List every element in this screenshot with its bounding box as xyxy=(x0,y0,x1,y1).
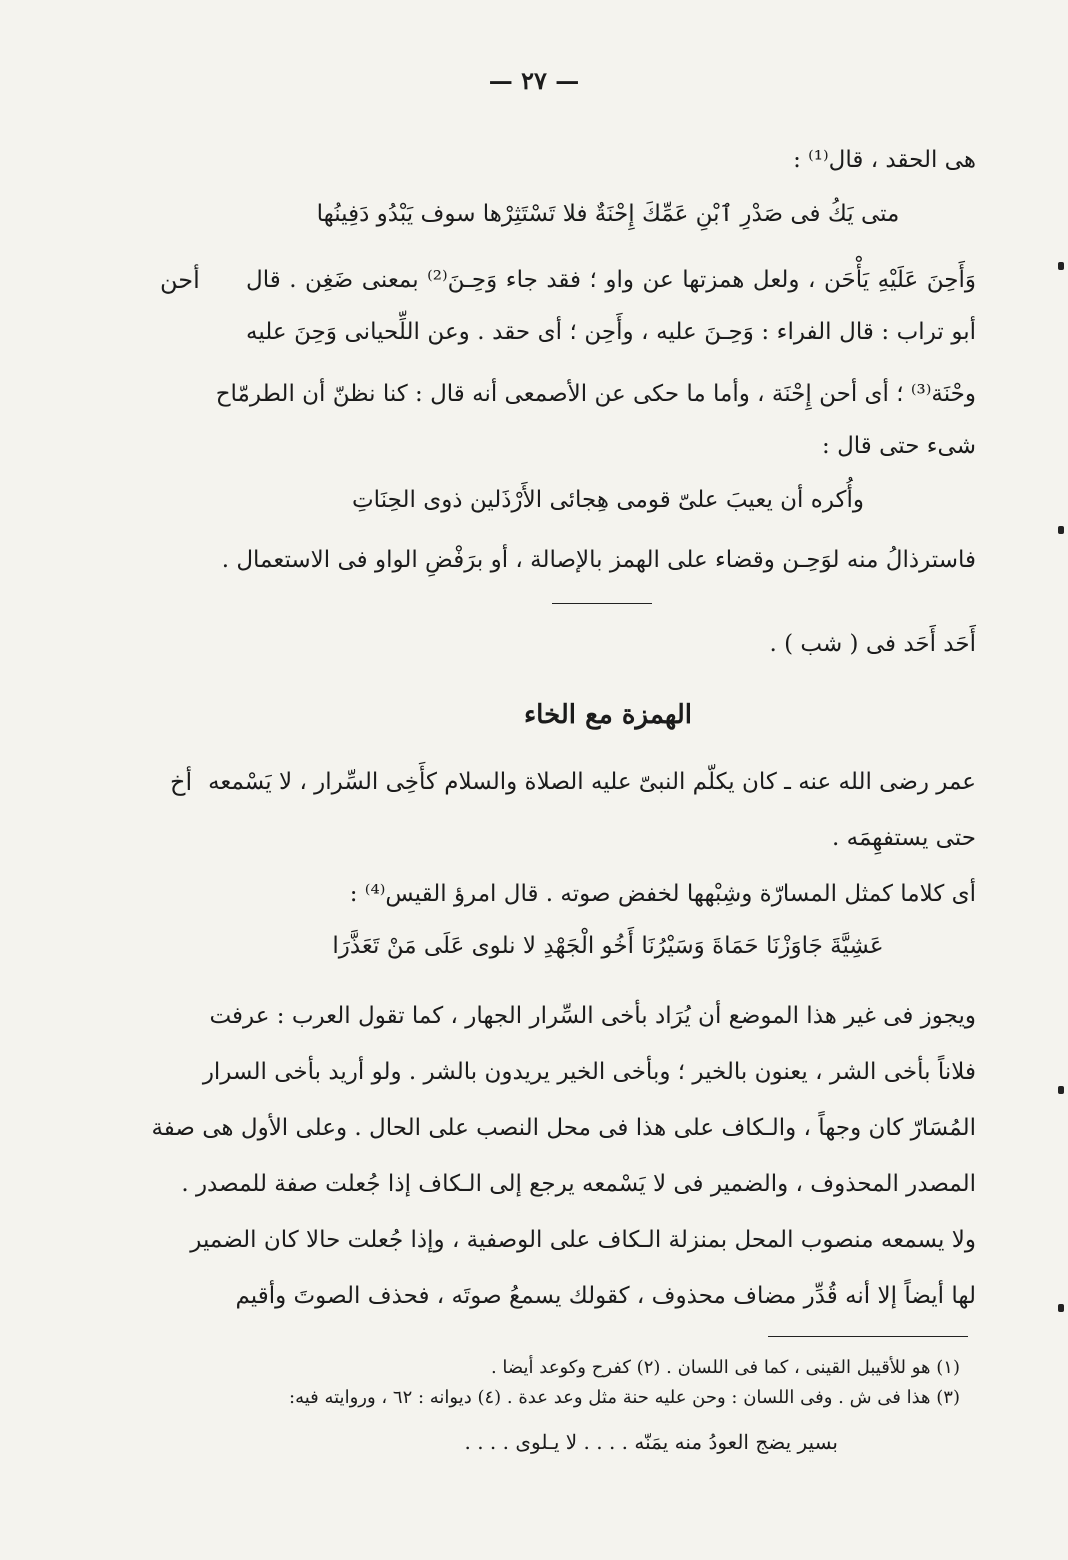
margin-mark xyxy=(1058,1304,1064,1312)
margin-mark xyxy=(1058,526,1064,534)
margin-headword-akh: أخ xyxy=(170,768,193,796)
section-heading: الهمزة مع الخاء xyxy=(523,700,693,730)
text-line: المُسَارّ كان وجهاً ، والـكاف على هذا فى محل النصب على الحال . وعلى الأول هى صفة xyxy=(151,1115,976,1141)
verse-line: متى يَكُ فى صَدْرِ ٱبْنِ عَمِّكَ إِحْنَةٌ فلا تَسْتَثِرْها سوف يَبْدُو دَفِينُها xyxy=(316,201,900,227)
text-line: المصدر المحذوف ، والضمير فى لا يَسْمعه يرجع إلى الـكاف إذا جُعلت صفة للمصدر . xyxy=(181,1171,976,1197)
text-line: وحْنَة⁽³⁾ ؛ أى أحن إِحْنَة ، وأما ما حكى عن الأصمعى أنه قال : كنا نظنّ أن الطرمّاح xyxy=(215,381,976,407)
text-line: ولا يسمعه منصوب المحل بمنزلة الـكاف على الوصفية ، وإذا جُعلت حالا كان الضمير xyxy=(190,1227,976,1253)
text-line: فاسترذالُ منه لوَحِـن وقضاء على الهمز بالإصالة ، أو برَفْضِ الواو فى الاستعمال . xyxy=(221,547,976,573)
text-line: ويجوز فى غير هذا الموضع أن يُرَاد بأخى السِّرار الجهار ، كما تقول العرب : عرفت xyxy=(209,1003,976,1029)
text-line: أى كلاما كمثل المسارّة وشِبْهها لخفض صوته . قال امرؤ القيس⁽⁴⁾ : xyxy=(349,881,976,907)
footnote-separator xyxy=(768,1336,968,1337)
text-line: عمر رضى الله عنه ـ كان يكلّم النبىّ عليه الصلاة والسلام كأَخِى السِّرار ، لا يَسْمعه xyxy=(208,769,976,795)
page-number: — ٢٧ — xyxy=(488,66,580,95)
text-line: هى الحقد ، قال⁽¹⁾ : xyxy=(793,147,976,173)
text-line: وَأَحِنَ عَلَيْهِ يَأْحَن ، ولعل همزتها عن واو ؛ فقد جاء وَحِـنَ⁽²⁾ بمعنى ضَغِن . قال xyxy=(246,267,976,293)
text-line: لها أيضاً إلا أنه قُدِّر مضاف محذوف ، كقولك يسمعُ صوتَه ، فحذف الصوتَ وأقيم xyxy=(235,1283,976,1309)
verse-line: وأُكره أن يعيبَ علىّ قومى هِجائى الأَرْذَلين ذوى الحِنَاتِ xyxy=(352,487,864,513)
margin-mark xyxy=(1058,1086,1064,1094)
text-line: حتى يستفهِمَه . xyxy=(832,825,976,851)
footnote-line: (١) هو للأقيبل القينى ، كما فى اللسان . (٢) كفرح وكوعد أيضا . xyxy=(490,1357,960,1378)
footnote-line: (٣) هذا فى ش . وفى اللسان : وحن عليه حنة مثل وعد عدة . (٤) ديوانه : ٦٢ ، وروايته فيه: xyxy=(289,1387,960,1408)
margin-mark xyxy=(1058,262,1064,270)
text-line: أبو تراب : قال الفراء : وَحِـنَ عليه ، وأَحِن ؛ أى حقد . وعن اللِّحيانى وَحِنَ عليه xyxy=(246,319,976,345)
cross-reference: أَحَد أَحَد فى ( شب ) . xyxy=(769,631,976,657)
section-separator xyxy=(552,603,652,604)
footnote-verse: بسير يضج العودُ منه يمَنّه . . . . لا يـلوى . . . . xyxy=(464,1430,838,1454)
verse-line: عَشِيَّةَ جَاوَزْنَا حَمَاةَ وَسَيْرُنَا أَخُو الْجَهْدِ لا نلوى عَلَى مَنْ تَعَذَّرَا xyxy=(332,933,884,959)
text-line: فلاناً بأخى الشر ، يعنون بالخير ؛ وبأخى الخير يريدون بالشر . ولو أريد بأخى السرار xyxy=(202,1059,976,1085)
text-line: شىء حتى قال : xyxy=(822,433,976,459)
margin-headword-ahn: أحن xyxy=(160,266,200,294)
